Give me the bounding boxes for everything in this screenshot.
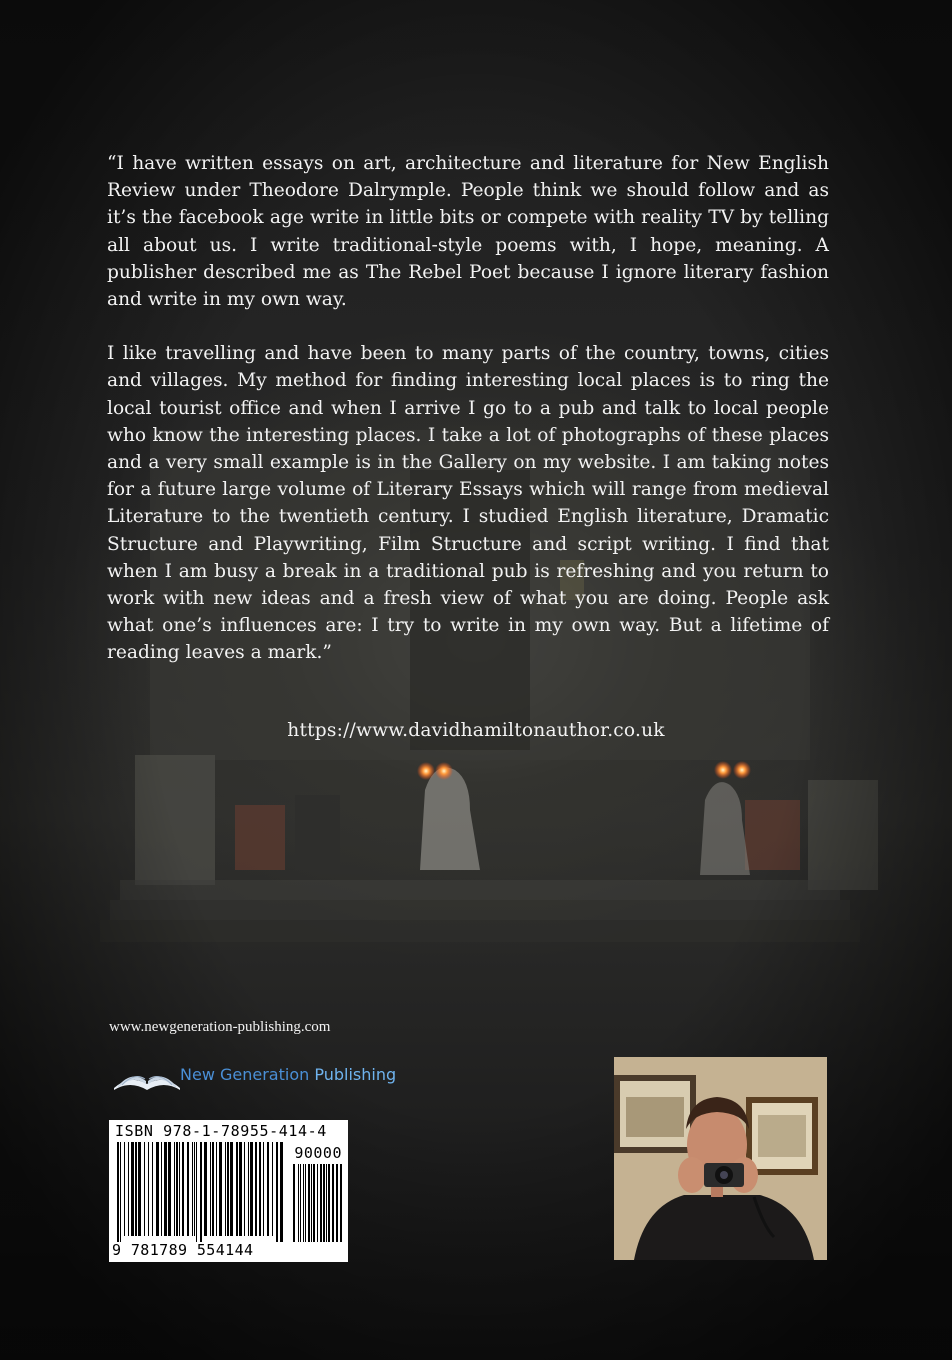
- publisher-name-part2: Publishing: [314, 1065, 397, 1084]
- blurb-paragraph-1: “I have written essays on art, architecture and literature for New English Review under Theodore Dalrymple. People think we should follow and as it’s the facebook age write in little bits or compete with reality TV by telling all about us. I write traditional-style poems with, I hope, meaning. A publisher described me as The Rebel Poet because I ignore literary fashion and write in my own way.: [107, 153, 829, 311]
- publisher-name: [180, 1065, 396, 1084]
- isbn-label: ISBN 978-1-78955-414-4: [115, 1122, 327, 1140]
- isbn-barcode: [109, 1120, 348, 1262]
- publisher-name-part1: New Generation: [180, 1065, 310, 1084]
- open-book-icon: [112, 1062, 182, 1094]
- price-code: 90000: [294, 1144, 342, 1162]
- author-blurb: [107, 150, 829, 694]
- blurb-paragraph-2: I like travelling and have been to many parts of the country, towns, cities and villages. My method for finding interesting local places is to ring the local tourist office and when I arrive I go to a pub and talk to local people who know the interesting places. I take a lot of photographs of these places and a very small example is in the Gallery on my website. I am taking notes for a future large volume of Literary Essays which will range from medieval Literature to the twentieth century. I studied English literature, Dramatic Structure and Playwriting, Film Structure and script writing. I find that when I am busy a break in a traditional pub is refreshing and you return to work with new ideas and a fresh view of what you are doing. People ask what one’s influences are: I try to write in my own way. But a lifetime of reading leaves a mark.”: [107, 343, 829, 664]
- author-website-link[interactable]: https://www.davidhamiltonauthor.co.uk: [287, 720, 665, 741]
- ean-digits: 9 781789 554144: [112, 1241, 254, 1259]
- author-portrait-image: [614, 1057, 827, 1260]
- publisher-website-link[interactable]: www.newgeneration-publishing.com: [109, 1019, 331, 1035]
